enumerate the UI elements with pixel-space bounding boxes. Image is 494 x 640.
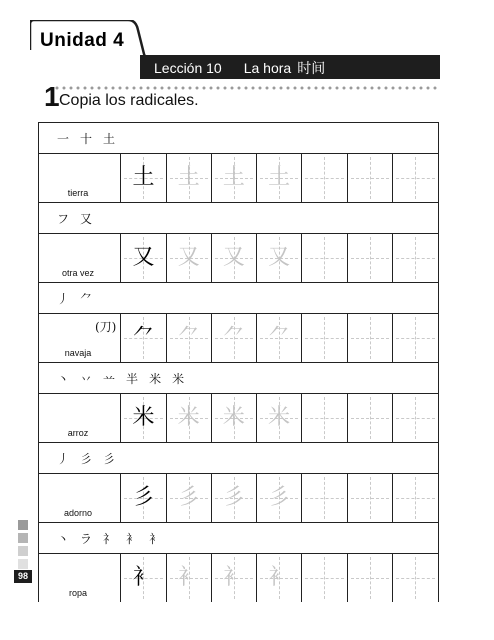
trace-character: ⺈ [268,325,291,350]
character-row [39,314,438,362]
blank-practice-cell[interactable] [393,394,438,442]
stroke-step: 又 [80,211,93,226]
stroke-step: 䒑 [103,371,116,386]
blank-practice-cell[interactable] [302,474,347,522]
trace-cell [212,554,257,602]
stroke-step: 十 [80,131,93,146]
blank-practice-cell[interactable] [348,394,393,442]
trace-character: 衤 [222,565,245,590]
model-character: 彡 [132,485,155,510]
trace-cell [212,474,257,522]
trace-character: ⺈ [177,325,200,350]
practice-grid [38,122,439,602]
blank-practice-cell[interactable] [393,314,438,362]
page-number: 98 [14,570,32,583]
trace-cell [212,314,257,362]
blank-practice-cell[interactable] [302,154,347,202]
character-row [39,234,438,282]
trace-cell [167,394,212,442]
stroke-step: 丿 [57,451,70,466]
blank-practice-cell[interactable] [348,474,393,522]
stroke-step: 一 [57,131,70,146]
blank-practice-cell[interactable] [302,314,347,362]
trace-cell [212,154,257,202]
side-color-mark [18,559,28,569]
trace-cell [257,394,302,442]
stroke-step: 米 [172,371,185,386]
blank-practice-cell[interactable] [348,554,393,602]
unit-title: Unidad 4 [40,30,125,51]
stroke-step: 彡 [80,451,93,466]
model-character: 又 [132,245,155,270]
trace-cell [167,474,212,522]
meaning-label: tierra [67,188,89,198]
blank-practice-cell[interactable] [393,554,438,602]
trace-character: 衤 [268,565,291,590]
meaning-cell [39,154,121,202]
trace-cell [257,554,302,602]
stroke-order-row [39,362,438,394]
side-color-mark [18,533,28,543]
model-character: ⺈ [132,325,155,350]
stroke-order-row [39,202,438,234]
trace-character: 彡 [222,485,245,510]
stroke-step: 彡 [103,451,116,466]
blank-practice-cell[interactable] [348,154,393,202]
model-character: 衤 [132,565,155,590]
blank-practice-cell[interactable] [302,234,347,282]
blank-practice-cell[interactable] [302,394,347,442]
trace-cell [257,234,302,282]
lesson-topic: La hora [243,60,292,76]
trace-character: 彡 [268,485,291,510]
trace-cell [257,314,302,362]
meaning-cell [39,314,121,362]
trace-cell [167,554,212,602]
variant-note: (刀) [94,320,117,334]
exercise-number: 1 [44,81,60,112]
lesson-number: Lección 10 [154,60,222,76]
blank-practice-cell[interactable] [393,154,438,202]
side-color-mark [18,546,28,556]
stroke-step: ラ [80,531,93,546]
blank-practice-cell[interactable] [393,474,438,522]
trace-character: 又 [268,245,291,270]
model-cell [121,394,166,442]
trace-cell [257,474,302,522]
trace-character: 衤 [177,565,200,590]
trace-cell [212,394,257,442]
meaning-cell [39,394,121,442]
trace-cell [167,154,212,202]
character-row [39,154,438,202]
character-row [39,394,438,442]
meaning-label: otra vez [61,268,94,278]
stroke-order-row [39,282,438,314]
stroke-step: ⺈ [80,291,93,306]
stroke-step: フ [57,211,70,226]
stroke-step: 米 [149,371,162,386]
stroke-order-row [39,122,438,154]
stroke-order-row [39,522,438,554]
stroke-step: 丿 [57,291,70,306]
stroke-step: 半 [126,371,139,386]
exercise-instruction: Copia los radicales. [59,92,199,109]
stroke-step: 丶 [57,371,70,386]
blank-practice-cell[interactable] [302,554,347,602]
blank-practice-cell[interactable] [348,234,393,282]
meaning-label: ropa [68,588,87,598]
stroke-step: 土 [103,131,116,146]
model-cell [121,554,166,602]
trace-cell [167,234,212,282]
trace-character: 土 [222,165,245,190]
model-cell [121,314,166,362]
model-cell [121,474,166,522]
character-row [39,474,438,522]
blank-practice-cell[interactable] [348,314,393,362]
model-cell [121,234,166,282]
character-row [39,554,438,602]
stroke-step: 衤 [126,531,139,546]
meaning-label: navaja [64,348,92,358]
stroke-step: 丶 [57,531,70,546]
dotted-divider [55,86,440,90]
stroke-order-row [39,442,438,474]
trace-character: 土 [268,165,291,190]
model-character: 米 [132,405,155,430]
trace-character: ⺈ [222,325,245,350]
meaning-label: adorno [63,508,93,518]
trace-character: 彡 [177,485,200,510]
trace-character: 又 [177,245,200,270]
lesson-topic-zh: 时间 [297,60,326,76]
blank-practice-cell[interactable] [393,234,438,282]
stroke-step: 礻 [103,531,116,546]
trace-character: 又 [222,245,245,270]
model-character: 土 [132,165,155,190]
trace-cell [212,234,257,282]
side-marks [18,520,28,572]
trace-cell [257,154,302,202]
meaning-cell [39,234,121,282]
model-cell [121,154,166,202]
trace-character: 米 [222,405,245,430]
trace-character: 米 [177,405,200,430]
lesson-title [154,58,347,78]
meaning-label: arroz [67,428,89,438]
meaning-cell [39,554,121,602]
side-color-mark [18,520,28,530]
stroke-step: 丷 [80,371,93,386]
meaning-cell [39,474,121,522]
trace-character: 米 [268,405,291,430]
stroke-step: 衤 [149,531,162,546]
trace-cell [167,314,212,362]
trace-character: 土 [177,165,200,190]
